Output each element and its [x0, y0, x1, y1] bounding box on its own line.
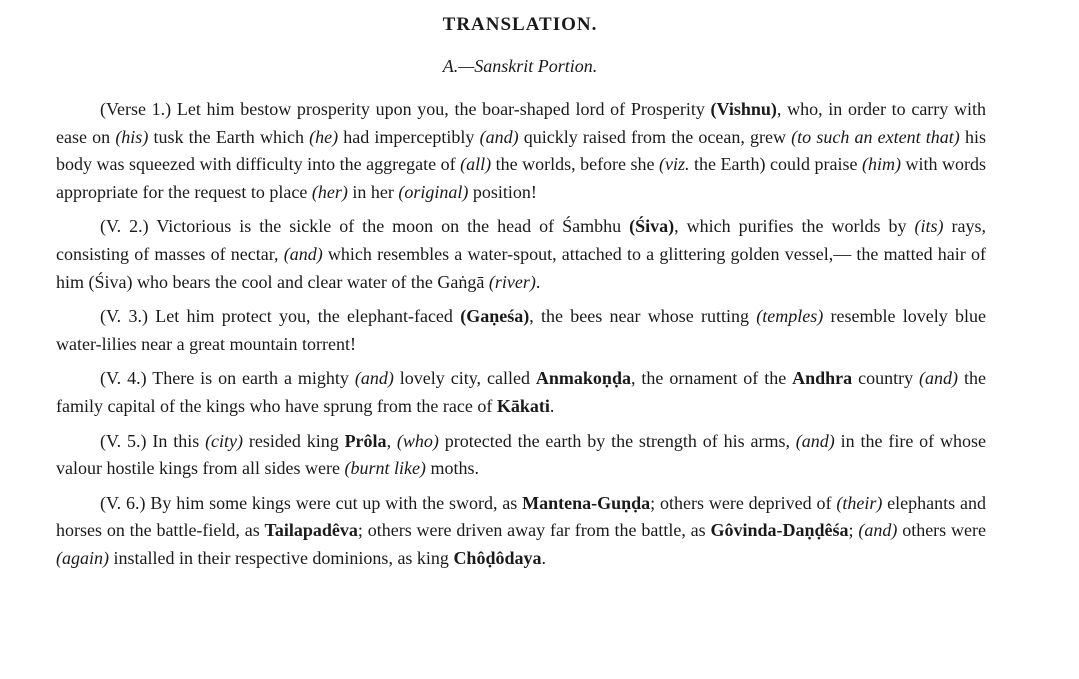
- verse-text: ; others were deprived of: [650, 492, 837, 513]
- verse-text: lovely city, called: [393, 368, 536, 389]
- proper-name: Kākati: [496, 395, 550, 416]
- proper-name: Andhra: [792, 368, 853, 389]
- italic-gloss: (all): [460, 154, 492, 175]
- italic-gloss: (and): [795, 430, 835, 451]
- verse-text: protected the earth by the strength of his arms,: [438, 430, 796, 451]
- verse-text: , which purifies the worlds by: [674, 216, 915, 237]
- verse-text: , the bees near whose rutting: [529, 306, 757, 327]
- italic-gloss: (he): [309, 126, 339, 147]
- verse-text: In this: [146, 430, 206, 451]
- verse-number: (V. 5.): [100, 430, 147, 451]
- section-subtitle: A.—Sanskrit Portion.: [442, 56, 598, 76]
- verse-text: Let him bestow prosperity upon you, the boar-shaped lord of Prosperity: [171, 99, 711, 119]
- verse-text: in the fire of whose valour hostile kings from all sides were: [56, 430, 986, 479]
- verse-text: There is on earth a mighty: [146, 368, 355, 389]
- verse-paragraph: [56, 96, 986, 206]
- page-title: TRANSLATION.: [442, 14, 598, 35]
- verse-text: others were: [897, 520, 986, 541]
- italic-gloss: (his): [115, 126, 149, 147]
- verse-text: in her: [347, 181, 399, 202]
- proper-name: Gôvinda-Daṇḍêśa: [710, 520, 849, 541]
- verse-paragraph: [56, 365, 986, 420]
- proper-name: Prôla: [344, 430, 387, 451]
- italic-gloss: (who): [396, 430, 439, 451]
- verse-text: ,: [386, 430, 397, 451]
- verse-text: quickly raised from the ocean, grew: [518, 126, 792, 147]
- verse-number: (V. 4.): [100, 368, 147, 389]
- italic-gloss: (her): [311, 181, 348, 202]
- verse-number: (V. 3.): [100, 306, 148, 327]
- verse-text: moths.: [425, 458, 479, 479]
- italic-gloss: (and): [858, 520, 898, 541]
- italic-gloss: (and): [919, 368, 959, 389]
- verse-text: country: [852, 368, 920, 389]
- verse-text: tusk the Earth which: [148, 126, 310, 147]
- verse-text: , who, in order to carry with ease on: [56, 99, 986, 147]
- verse-text: elephants and horses on the battle-field, as: [56, 492, 986, 541]
- italic-gloss: (viz.: [659, 154, 690, 175]
- verse-text: Victorious is the sickle of the moon on the head of Śambhu: [148, 216, 630, 237]
- proper-name: Anmakoṇḍa: [535, 368, 631, 389]
- proper-name: Mantena-Guṇḍa: [522, 492, 651, 513]
- proper-name: Tailapadêva: [264, 520, 358, 541]
- italic-gloss: (their): [836, 492, 883, 513]
- italic-gloss: (and): [479, 126, 519, 147]
- proper-name: (Śiva): [629, 216, 675, 237]
- verse-text: resided king: [243, 430, 345, 451]
- verse-text: .: [541, 547, 546, 568]
- italic-gloss: (original): [398, 181, 469, 202]
- italic-gloss: (river): [488, 271, 536, 292]
- verse-text: the family capital of the kings who have sprung from the race of: [56, 368, 986, 416]
- verse-text: ; others were driven away far from the battle, as: [357, 520, 711, 541]
- verse-text: installed in their respective dominions, as king: [109, 547, 454, 568]
- italic-gloss: (to such an extent that): [791, 126, 960, 147]
- verse-text: .: [535, 271, 541, 292]
- proper-name: (Vishnu): [710, 99, 777, 119]
- verse-text: ;: [848, 520, 859, 541]
- italic-gloss: (temples): [756, 306, 824, 327]
- verse-text: with words appropriate for the request to place: [56, 154, 987, 202]
- verse-text: Let him protect you, the elephant-faced: [147, 306, 461, 327]
- verse-text: his body was squeezed with difficulty into the aggregate of: [56, 126, 986, 175]
- verse-text: which resembles a water-spout, attached to a glittering golden vessel,— the matted hair of him (Śiva) who bears the cool and clear water of the Gaṅgā: [56, 243, 986, 292]
- verse-paragraph: [56, 213, 986, 296]
- italic-gloss: (and): [354, 368, 394, 389]
- verse-text: By him some kings were cut up with the sword, as: [145, 492, 523, 513]
- verse-number: (Verse 1.): [100, 99, 172, 119]
- italic-gloss: (its): [914, 216, 944, 237]
- verse-text: had imperceptibly: [338, 126, 480, 147]
- translation-body: [56, 96, 986, 580]
- italic-gloss: (him): [862, 154, 901, 175]
- italic-gloss: (burnt like): [344, 458, 426, 479]
- verse-number: (V. 2.): [100, 216, 149, 237]
- verse-paragraph: [56, 428, 986, 483]
- italic-gloss: (city): [205, 430, 244, 451]
- italic-gloss: (and): [283, 243, 323, 264]
- verse-text: rays, consisting of masses of nectar,: [56, 216, 986, 264]
- verse-text: resemble lovely blue water-lilies near a great mountain torrent!: [56, 306, 986, 354]
- verse-number: (V. 6.): [100, 492, 146, 513]
- verse-text: the Earth) could praise: [689, 154, 862, 175]
- proper-name: Chôḍôdaya: [453, 547, 542, 568]
- proper-name: (Gaṇeśa): [460, 306, 530, 327]
- verse-paragraph: [56, 303, 986, 358]
- verse-text: .: [549, 395, 555, 416]
- italic-gloss: (again): [56, 547, 109, 568]
- verse-text: the worlds, before she: [491, 154, 660, 175]
- verse-text: , the ornament of the: [630, 368, 793, 389]
- verse-text: position!: [468, 181, 537, 202]
- verse-paragraph: [56, 490, 986, 573]
